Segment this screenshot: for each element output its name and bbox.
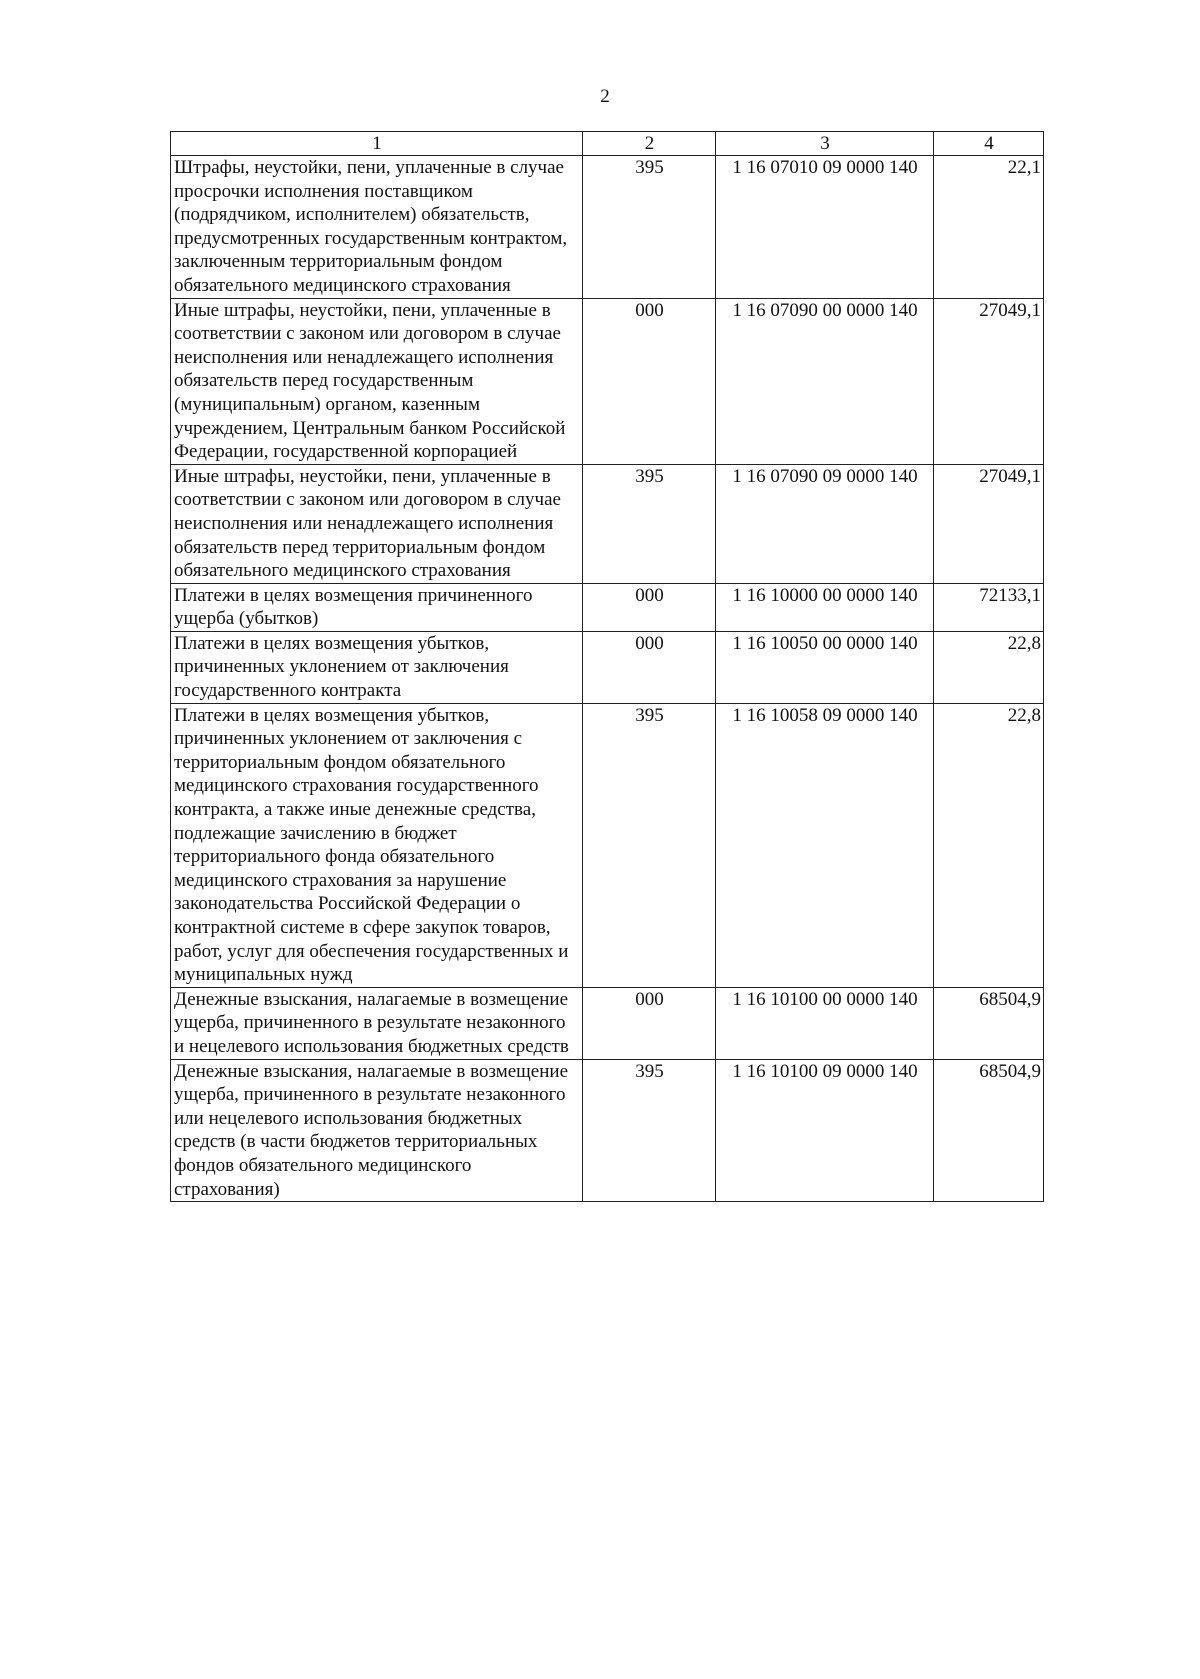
row-amount: 27049,1 — [934, 298, 1044, 464]
row-kbk-code: 1 16 10000 00 0000 140 — [716, 583, 934, 631]
row-description: Денежные взыскания, налагаемые в возмещение ущерба, причиненного в результате незаконного и нецелевого использования бюджетных средств — [171, 987, 583, 1059]
budget-revenue-table — [170, 131, 1044, 1202]
page-number: 2 — [600, 86, 610, 107]
row-kbk-code: 1 16 10100 00 0000 140 — [716, 987, 934, 1059]
row-description: Денежные взыскания, налагаемые в возмещение ущерба, причиненного в результате незаконного или нецелевого использования бюджетных средств (в части бюджетов территориальных фондов обязательного медицинского страхования) — [171, 1059, 583, 1202]
row-kbk-code: 1 16 07090 00 0000 140 — [716, 298, 934, 464]
row-kbk-code: 1 16 07090 09 0000 140 — [716, 464, 934, 583]
row-amount: 68504,9 — [934, 1059, 1044, 1202]
row-admin-code: 395 — [583, 1059, 716, 1202]
row-kbk-code: 1 16 10050 00 0000 140 — [716, 631, 934, 703]
row-admin-code: 000 — [583, 298, 716, 464]
row-amount: 22,1 — [934, 156, 1044, 299]
column-header-1: 1 — [171, 132, 583, 156]
table-header-row — [171, 132, 1044, 156]
table-row — [171, 156, 1044, 299]
column-header-3: 3 — [716, 132, 934, 156]
row-amount: 22,8 — [934, 631, 1044, 703]
table-row — [171, 631, 1044, 703]
row-kbk-code: 1 16 07010 09 0000 140 — [716, 156, 934, 299]
table-row — [171, 298, 1044, 464]
row-kbk-code: 1 16 10100 09 0000 140 — [716, 1059, 934, 1202]
row-amount: 22,8 — [934, 703, 1044, 987]
table-row — [171, 464, 1044, 583]
row-description: Платежи в целях возмещения убытков, причиненных уклонением от заключения с территориальным фондом обязательного медицинского страхования государственного контракта, а также иные денежные средства, подлежащие зачислению в бюджет территориального фонда обязательного медицинского страхования за нарушение законодательства Российской Федерации о контрактной системе в сфере закупок товаров, работ, услуг для обеспечения государственных и муниципальных нужд — [171, 703, 583, 987]
column-header-4: 4 — [934, 132, 1044, 156]
row-amount: 72133,1 — [934, 583, 1044, 631]
row-admin-code: 000 — [583, 987, 716, 1059]
column-header-2: 2 — [583, 132, 716, 156]
row-admin-code: 000 — [583, 583, 716, 631]
row-admin-code: 395 — [583, 156, 716, 299]
row-kbk-code: 1 16 10058 09 0000 140 — [716, 703, 934, 987]
row-amount: 27049,1 — [934, 464, 1044, 583]
row-amount: 68504,9 — [934, 987, 1044, 1059]
row-admin-code: 000 — [583, 631, 716, 703]
row-admin-code: 395 — [583, 464, 716, 583]
row-description: Штрафы, неустойки, пени, уплаченные в случае просрочки исполнения поставщиком (подрядчиком, исполнителем) обязательств, предусмотренных государственным контрактом, заключенным территориальным фондом обязательного медицинского страхования — [171, 156, 583, 299]
row-description: Платежи в целях возмещения убытков, причиненных уклонением от заключения государственного контракта — [171, 631, 583, 703]
table-row — [171, 583, 1044, 631]
row-description: Платежи в целях возмещения причиненного ущерба (убытков) — [171, 583, 583, 631]
row-description: Иные штрафы, неустойки, пени, уплаченные в соответствии с законом или договором в случае неисполнения или ненадлежащего исполнения обязательств перед государственным (муниципальным) органом, казенным учреждением, Центральным банком Российской Федерации, государственной корпорацией — [171, 298, 583, 464]
table-row — [171, 1059, 1044, 1202]
table-row — [171, 703, 1044, 987]
row-description: Иные штрафы, неустойки, пени, уплаченные в соответствии с законом или договором в случае неисполнения или ненадлежащего исполнения обязательств перед территориальным фондом обязательного медицинского страхования — [171, 464, 583, 583]
row-admin-code: 395 — [583, 703, 716, 987]
table-row — [171, 987, 1044, 1059]
